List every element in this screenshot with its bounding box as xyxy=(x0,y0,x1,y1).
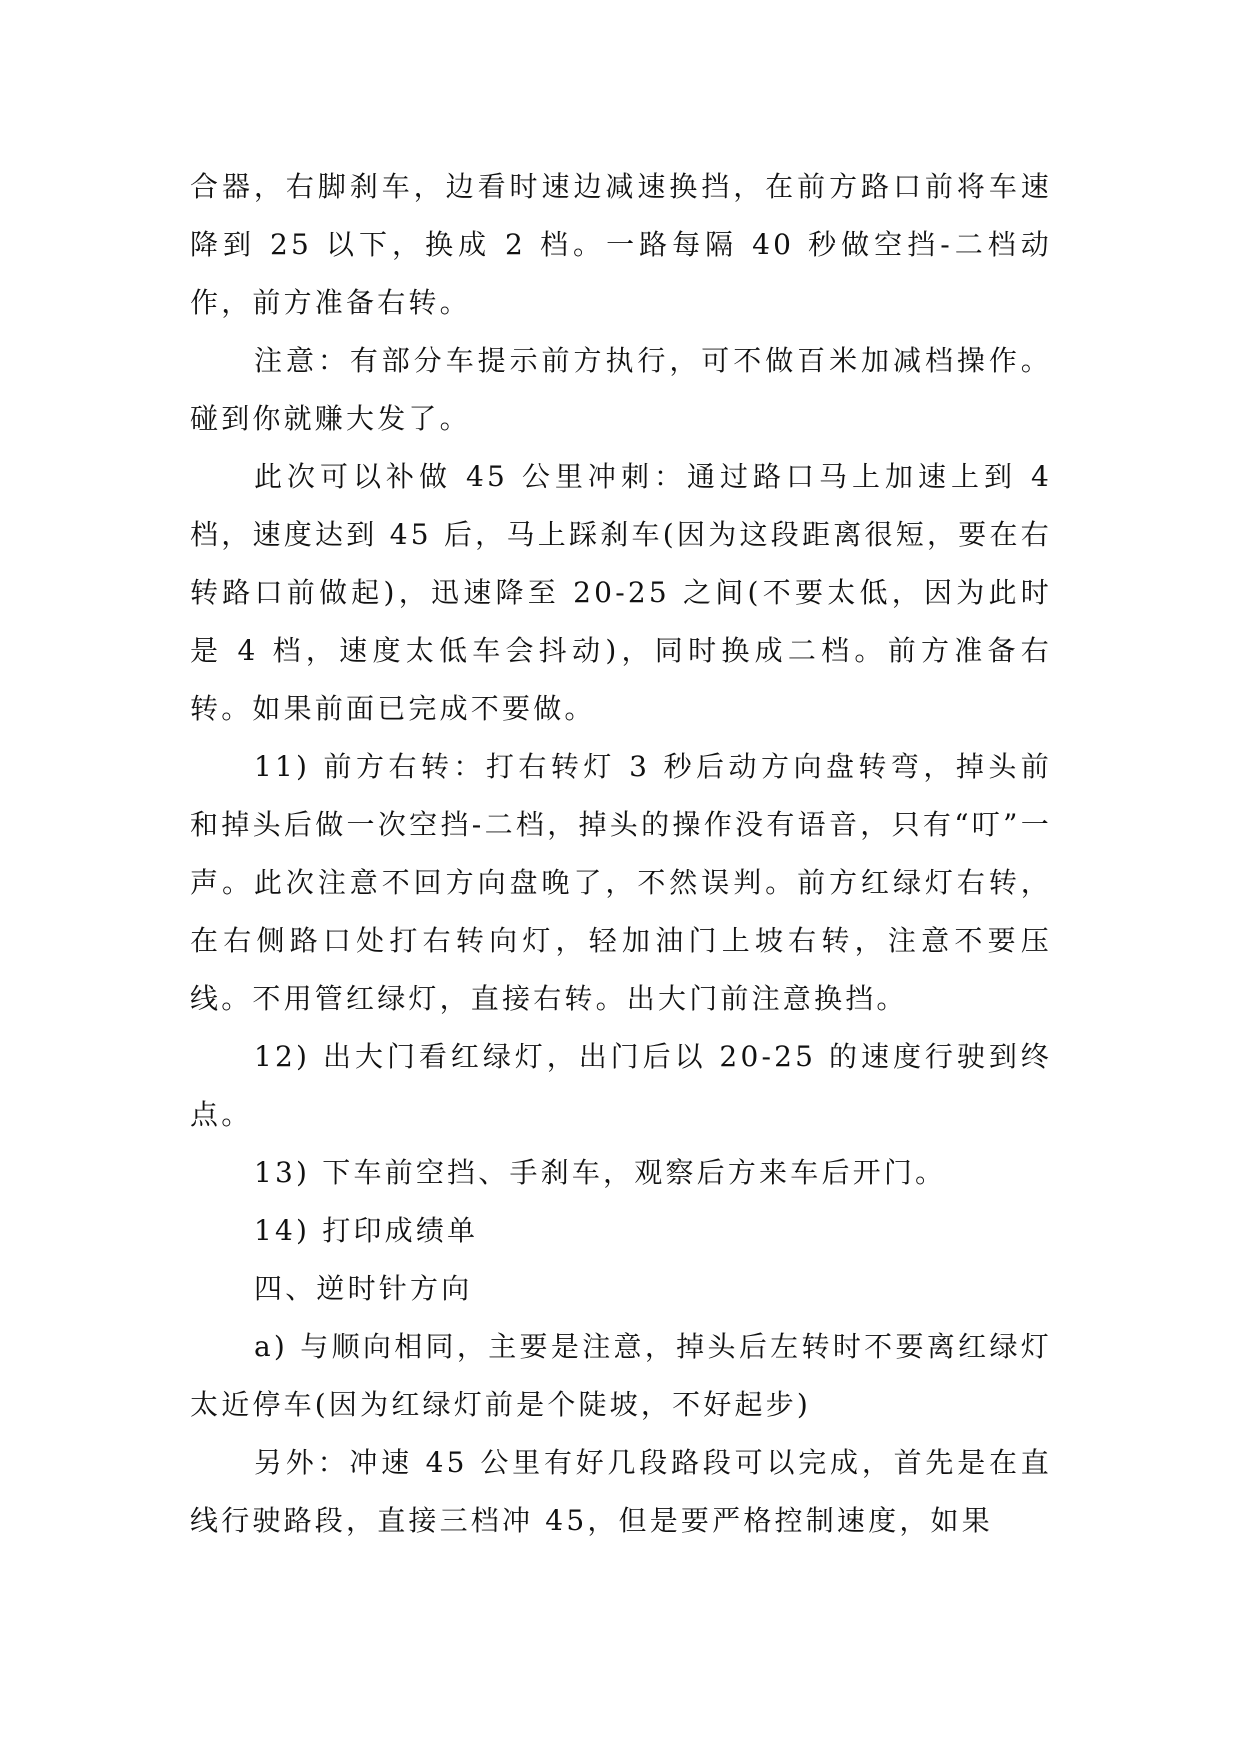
document-body xyxy=(190,158,1052,1550)
paragraph-additional: 另外：冲速 45 公里有好几段路段可以完成，首先是在直线行驶路段，直接三档冲 45，但是要严格控制速度，如果 xyxy=(190,1446,1052,1537)
paragraph-step-11: 11) 前方右转：打右转灯 3 秒后动方向盘转弯，掉头前和掉头后做一次空挡-二档，掉头的操作没有语音，只有“叮”一声。此次注意不回方向盘晚了，不然误判。前方红绿灯右转，在右侧路口处打右转向灯，轻加油门上坡右转，注意不要压线。不用管红绿灯，直接右转。出大门前注意换挡。 xyxy=(190,750,1052,1015)
paragraph-step-14: 14) 打印成绩单 xyxy=(254,1214,479,1247)
paragraph-step-12: 12) 出大门看红绿灯，出门后以 20-25 的速度行驶到终点。 xyxy=(190,1040,1052,1131)
paragraph-continuation: 合器，右脚刹车，边看时速边减速换挡，在前方路口前将车速降到 25 以下，换成 2 档。一路每隔 40 秒做空挡-二档动作，前方准备右转。 xyxy=(190,170,1052,319)
paragraph-note: 注意：有部分车提示前方执行，可不做百米加减档操作。碰到你就赚大发了。 xyxy=(190,344,1052,435)
paragraph-step-13: 13) 下车前空挡、手刹车，观察后方来车后开门。 xyxy=(254,1156,947,1189)
section-heading-counterclockwise: 四、逆时针方向 xyxy=(254,1272,473,1305)
paragraph-item-a: a) 与顺向相同，主要是注意，掉头后左转时不要离红绿灯太近停车(因为红绿灯前是个陡坡，不好起步) xyxy=(190,1330,1052,1421)
paragraph-sprint: 此次可以补做 45 公里冲刺：通过路口马上加速上到 4 档，速度达到 45 后，马上踩刹车(因为这段距离很短，要在右转路口前做起)，迅速降至 20-25 之间(不要太低，因为此时是 4 档，速度太低车会抖动)，同时换成二档。前方准备右转。如果前面已完成不要做。 xyxy=(190,460,1052,725)
